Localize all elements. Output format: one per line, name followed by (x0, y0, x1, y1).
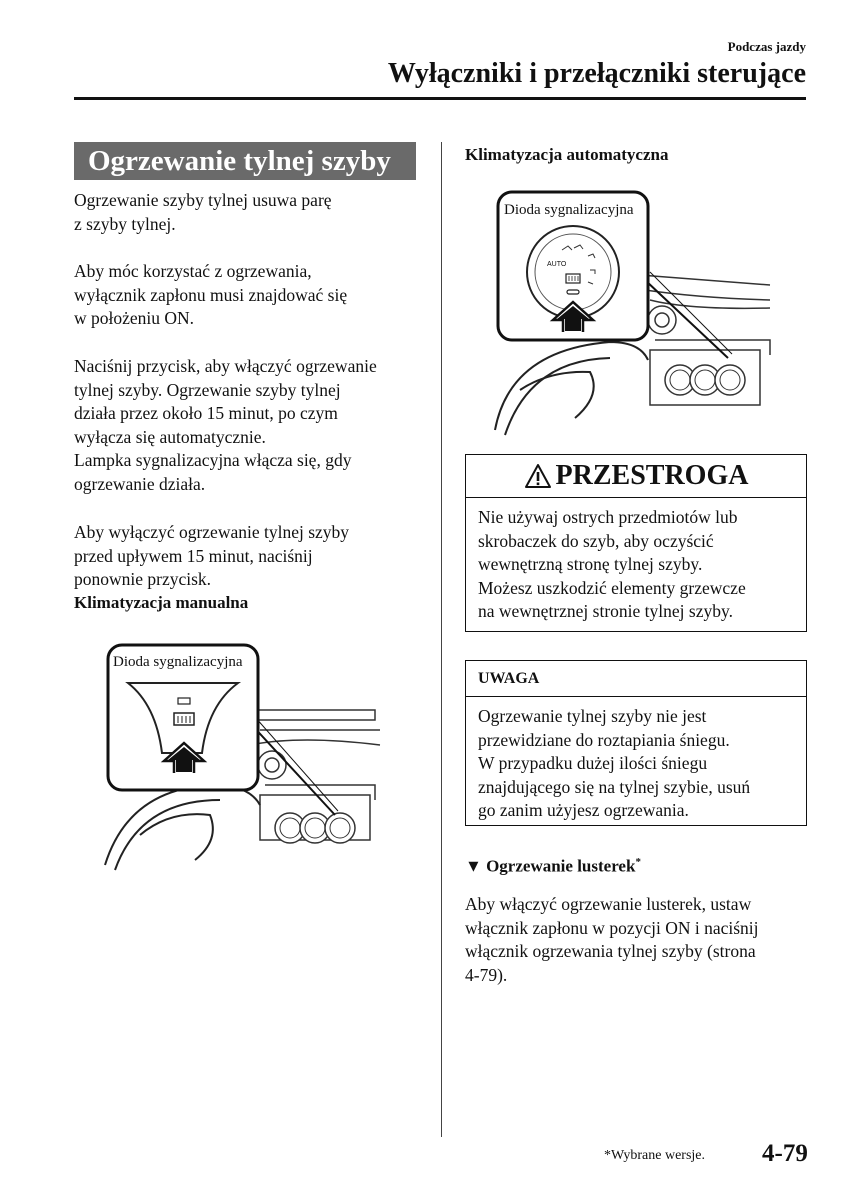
paragraph-operation (74, 355, 424, 496)
text-line: ponownie przycisk. (74, 569, 212, 589)
text-line: wyłącza się automatycznie. (74, 426, 266, 447)
footnote-marker: * (635, 856, 641, 868)
paragraph-ignition (74, 260, 424, 331)
caution-title-text: PRZESTROGA (555, 460, 749, 491)
note-text (466, 697, 806, 831)
text-line: znajdującego się na tylnej szybie, usuń (478, 776, 751, 797)
text-line: Lampka sygnalizacyjna włącza się, gdy (74, 450, 352, 470)
indicator-led-icon (567, 290, 579, 294)
text-line: Ogrzewanie szyby tylnej usuwa parę (74, 190, 332, 210)
note-box (465, 660, 807, 826)
text-line: 4-79). (465, 964, 508, 985)
text-line: tylnej szyby. Ogrzewanie szyby tylnej (74, 379, 341, 400)
text-line: Nie używaj ostrych przedmiotów lub (478, 507, 738, 527)
text-line: Ogrzewanie tylnej szyby nie jest (478, 706, 707, 726)
text-line: Aby wyłączyć ogrzewanie tylnej szyby (74, 522, 350, 542)
text-line: ogrzewanie działa. (74, 473, 206, 494)
auto-indicator-label: Dioda sygnalizacyjna (504, 202, 634, 218)
text-line: na wewnętrznej stronie tylnej szyby. (478, 601, 733, 621)
manual-ac-heading: Klimatyzacja manualna (74, 593, 249, 612)
note-title: UWAGA (466, 661, 806, 697)
dial-auto-label: AUTO (547, 261, 567, 268)
auto-ac-heading: Klimatyzacja automatyczna (465, 145, 669, 164)
mirror-heating-heading (465, 856, 641, 877)
text-line: skrobaczek do szyb, aby oczyścić (478, 530, 714, 551)
caution-box (465, 454, 807, 632)
text-line: przed upływem 15 minut, naciśnij (74, 545, 313, 566)
text-line: przewidziane do roztapiania śniegu. (478, 729, 730, 750)
text-line: włącznik zapłonu w pozycji ON i naciśnij (465, 917, 759, 938)
paragraph-intro (74, 189, 424, 236)
paragraph-mirror (465, 893, 810, 987)
indicator-led-icon (178, 698, 190, 704)
text-line: wyłącznik zapłonu musi znajdować się (74, 284, 348, 305)
text-line: Naciśnij przycisk, aby włączyć ogrzewanie (74, 356, 377, 376)
caution-title (466, 455, 806, 498)
text-line: w położeniu ON. (74, 308, 195, 328)
text-line: wewnętrzną stronę tylnej szyby. (478, 554, 703, 574)
auto-ac-illustration (490, 190, 780, 440)
text-line: go zanim użyjesz ogrzewania. (478, 800, 689, 820)
page-title: Wyłączniki i przełączniki sterujące (387, 58, 806, 89)
manual-ac-illustration (100, 635, 390, 875)
running-header-section: Podczas jazdy (727, 39, 806, 54)
paragraph-turn-off (74, 521, 424, 592)
triangle-down-icon: ▼ (465, 856, 482, 876)
warning-triangle-icon (524, 463, 552, 489)
text-line: Możesz uszkodzić elementy grzewcze (478, 577, 746, 598)
footnote: *Wybrane wersje. (604, 1148, 706, 1163)
text-line: działa przez około 15 minut, po czym (74, 403, 338, 423)
caution-text (466, 498, 806, 632)
rear-defrost-icon (566, 274, 580, 283)
rear-defrost-icon (174, 713, 194, 725)
column-divider (441, 142, 442, 1137)
text-line: włącznik ogrzewania tylnej szyby (strona (465, 941, 756, 961)
manual-indicator-label: Dioda sygnalizacyjna (113, 654, 243, 670)
header-rule (74, 97, 806, 100)
text-line: W przypadku dużej ilości śniegu (478, 753, 708, 773)
text-line: z szyby tylnej. (74, 213, 176, 234)
section-heading: Ogrzewanie tylnej szyby (74, 142, 416, 180)
mirror-heading-text: Ogrzewanie lusterek (486, 856, 636, 876)
text-line: Aby włączyć ogrzewanie lusterek, ustaw (465, 894, 752, 914)
page-number: 4-79 (762, 1140, 808, 1167)
text-line: Aby móc korzystać z ogrzewania, (74, 261, 312, 281)
